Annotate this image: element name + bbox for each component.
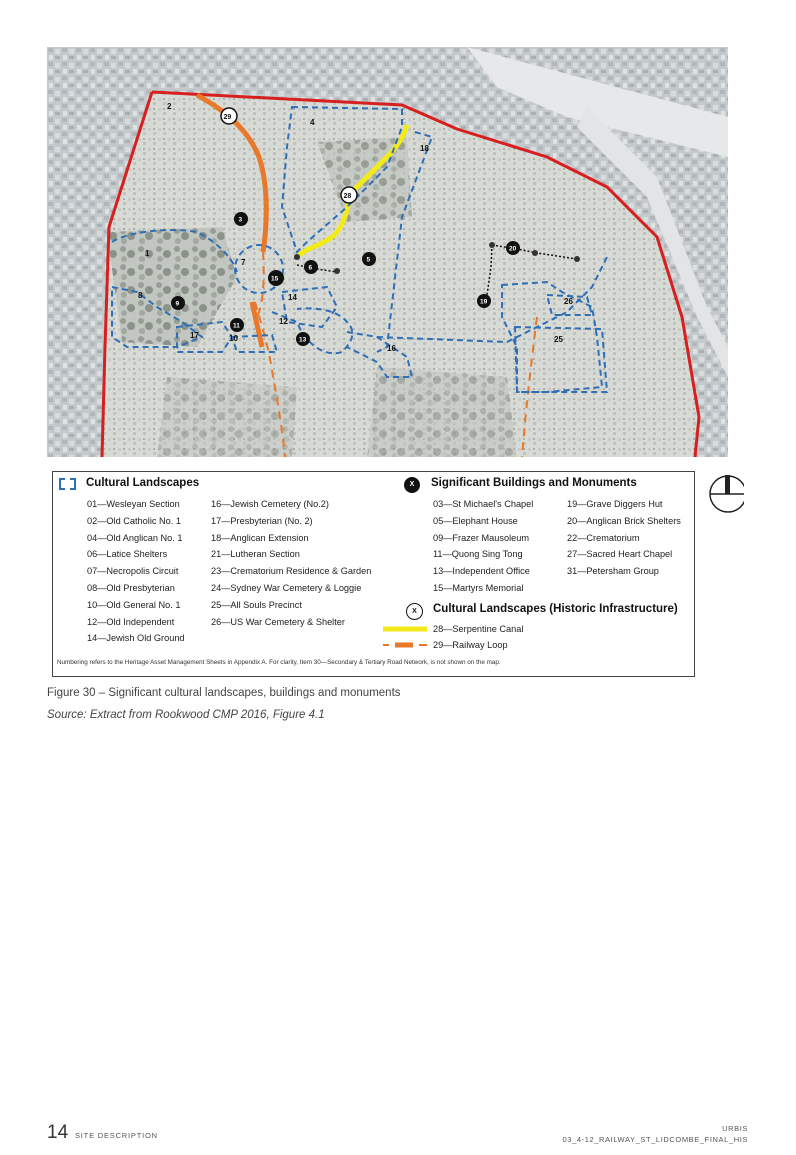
map-marker-28 — [341, 187, 357, 203]
map-marker-13 — [296, 332, 310, 346]
svg-text:3: 3 — [238, 216, 243, 224]
figure-caption: Figure 30 – Significant cultural landscapes, buildings and monuments — [47, 687, 401, 699]
legend-item: 31—Petersham Group — [567, 566, 659, 577]
legend-item: 24—Sydney War Cemetery & Loggie — [211, 582, 362, 593]
legend-item: 07—Necropolis Circuit — [87, 566, 179, 577]
svg-text:13: 13 — [299, 336, 307, 344]
north-arrow-icon — [704, 465, 744, 515]
svg-text:28: 28 — [343, 193, 352, 200]
legend-item: 05—Elephant House — [433, 515, 518, 526]
legend-item: 06—Latice Shelters — [87, 549, 168, 560]
legend-column-2 — [211, 496, 371, 630]
legend-item: 17—Presbyterian (No. 2) — [211, 515, 313, 526]
legend-item: 19—Grave Diggers Hut — [567, 499, 663, 509]
section-title: SITE DESCRIPTION — [75, 1131, 158, 1140]
legend-column-1 — [87, 496, 185, 647]
map-marker-20 — [506, 241, 520, 255]
legend-item: 25—All Souls Precinct — [211, 599, 302, 610]
legend-item: 11—Quong Sing Tong — [433, 549, 523, 560]
map-label-25: 25 — [554, 335, 563, 344]
map-label-8: 8 — [138, 291, 143, 300]
legend-column-3 — [433, 496, 533, 597]
map-label-1: 1 — [145, 249, 150, 258]
svg-text:6: 6 — [308, 264, 313, 272]
legend-item: 09—Frazer Mausoleum — [433, 532, 529, 543]
legend-item: 10—Old General No. 1 — [87, 599, 181, 610]
map-label-10: 10 — [229, 334, 238, 343]
map-label-12: 12 — [279, 317, 288, 326]
legend-note: Numbering refers to the Heritage Asset Management Sheets in Appendix A. For clarity, Item 30—Secondary & Tertiary Road Network, is not shown on the map. — [57, 659, 501, 666]
buildings-title: Significant Buildings and Monuments — [431, 477, 637, 489]
map-label-26: 26 — [564, 297, 573, 306]
map-label-14: 14 — [288, 293, 297, 302]
svg-text:9: 9 — [175, 300, 180, 308]
map-label-4: 4 — [310, 118, 315, 127]
legend-item: 26—US War Cemetery & Shelter — [211, 616, 345, 627]
map-marker-15 — [268, 270, 284, 286]
map-marker-9 — [171, 296, 185, 310]
file-reference: 03_4-12_RAILWAY_ST_LIDCOMBE_FINAL_HIS — [562, 1135, 748, 1144]
historic-infrastructure-title: Cultural Landscapes (Historic Infrastructure) — [433, 603, 678, 615]
legend-line-swatches — [379, 623, 429, 653]
historic-infrastructure-icon: X — [406, 603, 423, 620]
map-legend — [52, 471, 695, 677]
map-label-18: 18 — [420, 144, 429, 153]
legend-item: 02—Old Catholic No. 1 — [87, 515, 181, 526]
page-number: 14 — [47, 1122, 69, 1143]
legend-item: 15—Martyrs Memorial — [433, 582, 524, 593]
map-label-17: 17 — [190, 331, 199, 340]
legend-item: 21—Lutheran Section — [211, 549, 300, 560]
cultural-landscapes-map — [47, 47, 728, 457]
canal-legend-label: 28—Serpentine Canal — [433, 624, 524, 634]
legend-item: 16—Jewish Cemetery (No.2) — [211, 499, 329, 509]
map-graphic — [47, 47, 728, 457]
legend-item: 13—Independent Office — [433, 566, 530, 577]
legend-item: 22—Crematorium — [567, 532, 640, 543]
svg-text:11: 11 — [233, 322, 240, 330]
legend-item: 03—St Michael's Chapel — [433, 499, 534, 509]
legend-item: 20—Anglican Brick Shelters — [567, 515, 681, 526]
legend-item: 12—Old Independent — [87, 616, 175, 627]
legend-item: 18—Anglican Extension — [211, 532, 309, 543]
map-marker-6 — [304, 260, 318, 274]
legend-item: 27—Sacred Heart Chapel — [567, 549, 673, 560]
cultural-landscapes-title: Cultural Landscapes — [86, 477, 200, 489]
building-marker-icon: X — [404, 477, 420, 493]
legend-item: 04—Old Anglican No. 1 — [87, 532, 183, 543]
map-marker-5 — [362, 252, 376, 266]
legend-item: 08—Old Presbyterian — [87, 582, 175, 593]
svg-text:19: 19 — [480, 298, 488, 306]
map-marker-29 — [221, 108, 237, 124]
legend-item: 14—Jewish Old Ground — [87, 633, 185, 644]
figure-source: Source: Extract from Rookwood CMP 2016, Figure 4.1 — [47, 709, 325, 721]
company-name: URBIS — [722, 1124, 748, 1133]
railway-legend-label: 29—Railway Loop — [433, 640, 508, 650]
svg-text:29: 29 — [223, 114, 232, 121]
legend-column-4 — [567, 496, 681, 580]
legend-item: 01—Wesleyan Section — [87, 499, 180, 509]
legend-item: 23—Crematorium Residence & Garden — [211, 566, 372, 577]
map-label-16: 16 — [387, 344, 396, 353]
cultural-landscape-legend-icon — [59, 478, 76, 490]
map-marker-19 — [477, 294, 491, 308]
svg-text:20: 20 — [509, 245, 517, 253]
map-marker-3 — [234, 212, 248, 226]
svg-text:15: 15 — [271, 275, 279, 283]
map-label-2: 2 — [167, 102, 172, 111]
map-label-7: 7 — [241, 258, 246, 267]
svg-text:5: 5 — [366, 256, 371, 264]
map-marker-11 — [230, 318, 244, 332]
